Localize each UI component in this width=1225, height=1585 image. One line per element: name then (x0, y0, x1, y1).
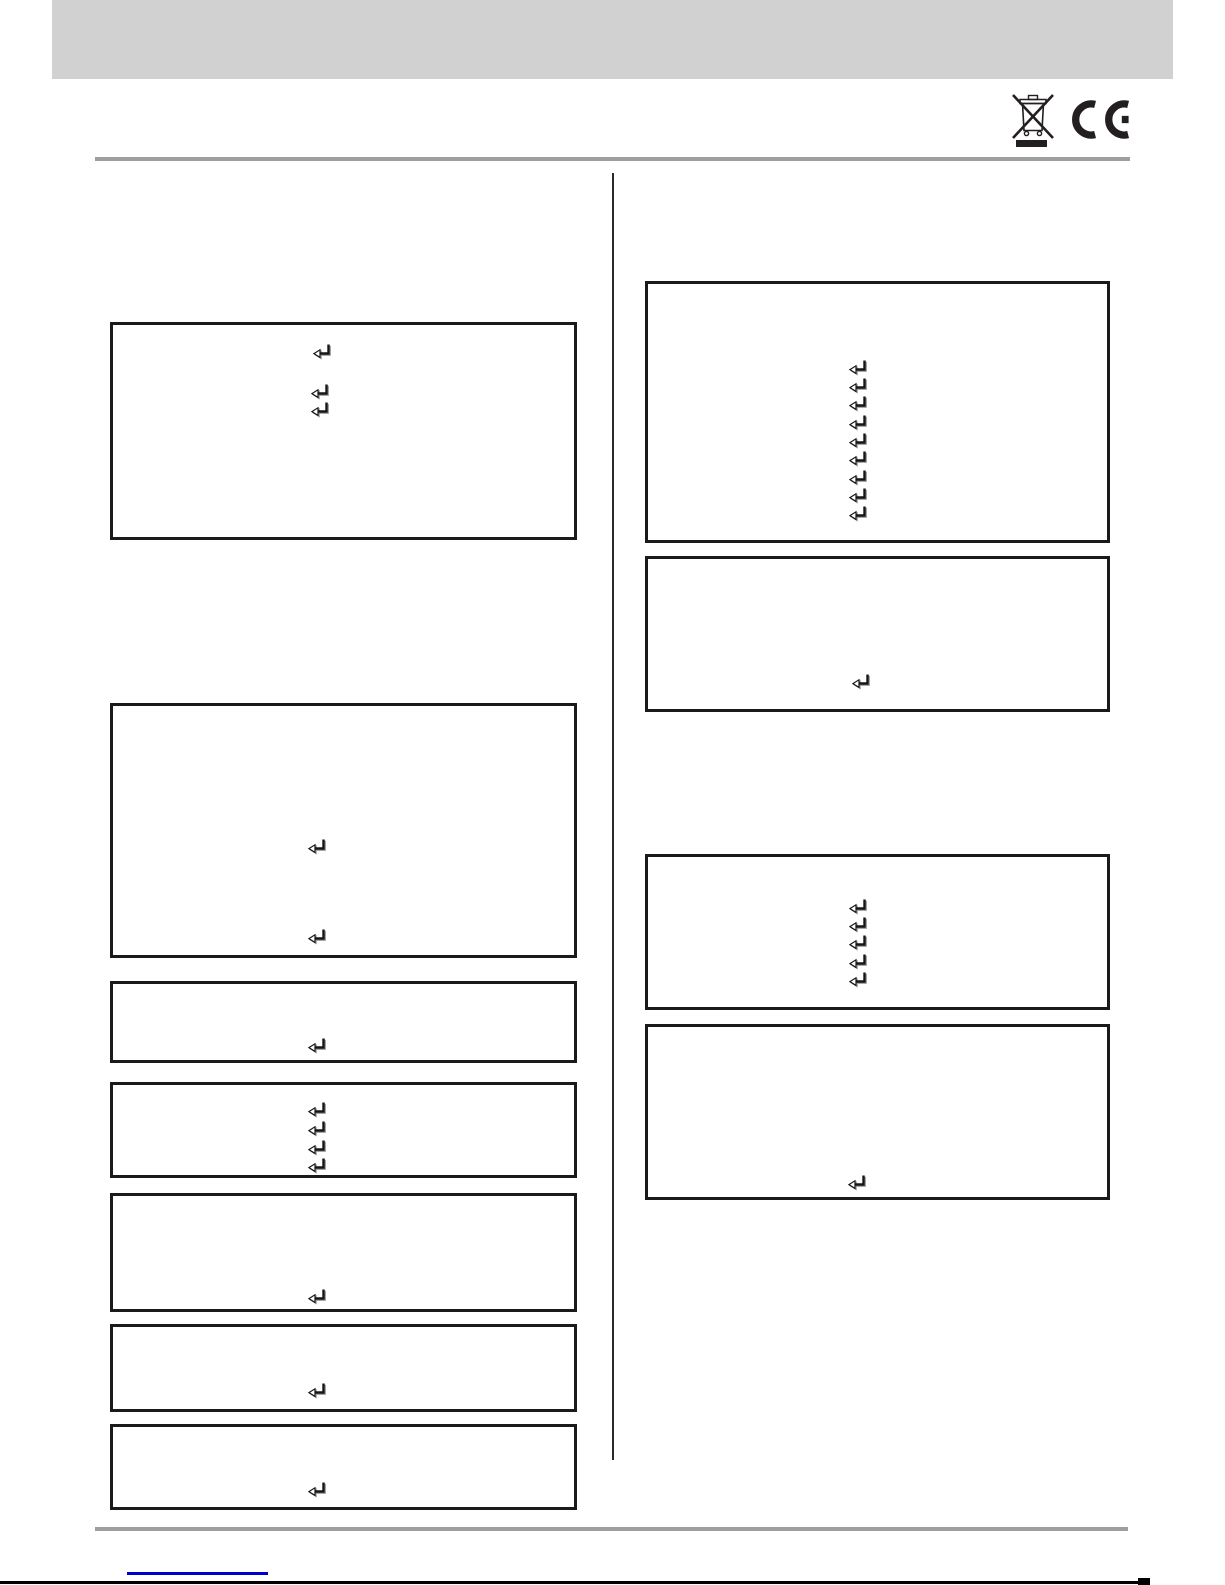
return-arrow-icon (852, 674, 871, 690)
header-banner (52, 0, 1173, 79)
note-box-left-3 (110, 981, 577, 1063)
ce-mark (1064, 98, 1132, 141)
return-arrow-icon (849, 396, 868, 412)
return-arrow-icon (849, 935, 868, 951)
note-box-right-1 (645, 281, 1110, 543)
weee-crossed-bin-icon (1012, 93, 1054, 147)
column-divider (612, 173, 614, 1460)
return-arrow-icon (849, 360, 868, 376)
note-box-left-6 (110, 1324, 577, 1412)
return-arrow-icon (308, 1482, 327, 1498)
footer-link-underline[interactable] (127, 1572, 268, 1575)
note-box-left-5 (110, 1193, 577, 1312)
return-arrow-icon (311, 384, 330, 400)
return-arrow-icon (849, 954, 868, 970)
note-box-right-4 (645, 1024, 1110, 1200)
note-box-left-7 (110, 1424, 577, 1510)
return-arrow-icon (308, 1383, 327, 1399)
return-arrow-icon (848, 1175, 867, 1191)
return-arrow-icon (311, 402, 330, 418)
note-box-left-2 (110, 703, 577, 958)
return-arrow-icon (849, 451, 868, 467)
return-arrow-icon (849, 488, 868, 504)
page-edge-line (0, 1581, 1150, 1584)
return-arrow-icon (308, 1038, 327, 1054)
note-box-right-2 (645, 556, 1110, 712)
header-rule (95, 157, 1130, 161)
return-arrow-icon (849, 378, 868, 394)
return-arrow-icon (849, 506, 868, 522)
return-arrow-icon (308, 1140, 327, 1156)
return-arrow-icon (849, 415, 868, 431)
return-arrow-icon (849, 972, 868, 988)
return-arrow-icon (308, 1121, 327, 1137)
note-box-left-4 (110, 1082, 577, 1178)
note-box-left-1 (110, 322, 577, 540)
return-arrow-icon (849, 917, 868, 933)
return-arrow-icon (308, 929, 327, 945)
note-box-right-3 (645, 854, 1110, 1010)
return-arrow-icon (308, 1102, 327, 1118)
return-arrow-icon (849, 899, 868, 915)
footer-rule (95, 1527, 1128, 1531)
page-edge-nub (1138, 1578, 1150, 1585)
return-arrow-icon (308, 839, 327, 855)
return-arrow-icon (308, 1289, 327, 1305)
return-arrow-icon (308, 1158, 327, 1174)
return-arrow-icon (849, 470, 868, 486)
return-arrow-icon (849, 433, 868, 449)
return-arrow-icon (313, 344, 332, 360)
